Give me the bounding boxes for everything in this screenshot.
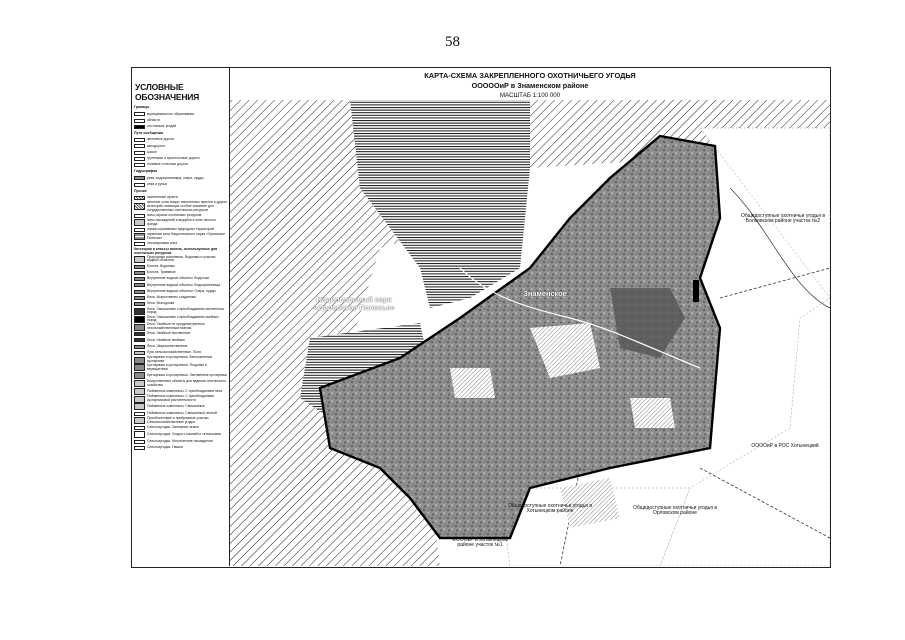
label-settlement: Знаменское (523, 289, 567, 298)
legend-item (134, 395, 227, 402)
legend-list (132, 105, 229, 451)
legend-item (134, 439, 227, 445)
legend-item (134, 112, 227, 118)
label-national-park: Национальный парк «Орловское Полесье» (313, 295, 395, 312)
legend-label: шоссе (147, 149, 157, 154)
enclave-hatched-3 (630, 398, 675, 428)
legend-item (134, 241, 227, 247)
legend-swatch (134, 426, 145, 430)
legend-swatch (134, 138, 145, 142)
map-canvas (230, 68, 830, 566)
label-south-area-1: Общедоступные охотничьи угодья в Хотынецком районе (508, 503, 592, 515)
legend-swatch (134, 125, 145, 129)
legend-label: Леса. Молодняки (147, 301, 175, 306)
legend-label: грунтовые и проселочные дороги (147, 156, 200, 161)
legend-item (134, 150, 227, 156)
legend-swatch (134, 196, 145, 200)
legend-label: зеленые зоны вокруг населенных пунктов и других категорий, имеющих особое значение для государственных охотничьих ресурсов (147, 200, 227, 212)
legend-swatch (134, 302, 145, 306)
legend-label: Искусственные объекты для ведения охотничьего хозяйства (147, 378, 226, 387)
legend-swatch (134, 265, 145, 269)
legend-item (134, 118, 227, 124)
legend-swatch (134, 412, 145, 416)
legend-label: Внутренние водные объекты. Водотоки (147, 276, 210, 281)
legend-label: Внутренние водные объекты. Водохранилища (147, 282, 221, 287)
label-southeast-area: ООООиР в РОС Хотынецкий (751, 443, 819, 449)
legend-label: области (147, 117, 160, 122)
legend-label: муниципального образования (147, 111, 195, 116)
road-line (720, 268, 830, 298)
legend-swatch (134, 219, 145, 226)
label-southwest-area: ФОООиР в Хотынецком районе участок №1 (452, 537, 508, 549)
legend-item (134, 308, 227, 315)
legend-label: Прочие (134, 188, 147, 193)
legend-swatch (134, 277, 145, 281)
legend-swatch (134, 256, 145, 263)
legend-label: охранная зона Национального парка «Орловское Полесье» (147, 232, 226, 240)
map-scale: МАСШТАБ 1:100 000 (499, 92, 561, 99)
legend-label: Пойменные комплексы. Смешанные (147, 404, 205, 409)
legend-swatch (134, 357, 145, 364)
legend-swatch (134, 290, 145, 294)
legend-label: Пути сообщения (134, 131, 163, 136)
legend-label: Кустарники и кустарнички. Вечнозеленые кустарники (147, 355, 213, 364)
legend-swatch (134, 345, 145, 349)
legend-section (134, 189, 227, 195)
legend-item (134, 201, 227, 212)
legend-swatch (134, 324, 145, 331)
legend-item (134, 256, 227, 263)
map-sheet (131, 67, 831, 568)
legend-swatch (134, 417, 145, 424)
legend-item (134, 338, 227, 344)
legend-title: УСЛОВНЫЕ ОБОЗНАЧЕНИЯ (135, 82, 200, 102)
legend-label: Луга сельскохозяйственные. Поля (147, 350, 201, 355)
legend-label: Кустарники и кустарнички. Ягодники и верещатники (147, 363, 207, 371)
legend-label: Пойменные комплексы. Смешанный лесной (147, 411, 217, 416)
page-number: 58 (445, 34, 460, 50)
legend-swatch (134, 176, 145, 180)
legend-swatch (134, 242, 145, 246)
legend-label: Болота. Водоемы (147, 263, 175, 268)
legend-swatch (134, 380, 145, 387)
legend-swatch (134, 332, 145, 336)
legend-label: реки и ручьи (147, 181, 167, 186)
legend-swatch (134, 157, 145, 161)
legend-swatch (134, 214, 145, 218)
legend-label: Леса. Хвойные не предусмотренные лесохозяйственным планом (147, 322, 205, 331)
legend-item (134, 331, 227, 337)
legend-label: Границы (134, 105, 150, 110)
legend-swatch (134, 271, 145, 275)
legend-panel (132, 68, 230, 566)
legend-label: Леса. Смешанные с преобладанием хвойных пород (147, 314, 219, 323)
enclave-hatched-2 (450, 368, 495, 398)
legend-swatch (134, 151, 145, 155)
legend-item (134, 219, 227, 226)
legend-item (134, 270, 227, 276)
legend-label: Внутренние водные объекты. Озера, пруды (147, 288, 216, 293)
legend-item (134, 156, 227, 162)
legend-label: Болота. Травяные (147, 270, 176, 275)
legend-item (134, 162, 227, 168)
legend-item (134, 344, 227, 350)
legend-label: Пойменные комплексы. С преобладанием кустарниковой растительности (147, 394, 214, 403)
legend-item (134, 182, 227, 188)
legend-swatch (134, 308, 145, 315)
legend-section (134, 169, 227, 175)
legend-label: автодороги (147, 143, 165, 148)
legend-label: зоны охраны охотничьих ресурсов (147, 212, 202, 217)
legend-section (134, 131, 227, 137)
legend-label: Сельхозугодья. Залежные земли (147, 425, 199, 430)
legend-swatch (134, 338, 145, 342)
legend-swatch (134, 203, 145, 210)
legend-label: Природные комплексы. Водоемы и участки водных объектов (147, 254, 216, 263)
legend-item (134, 289, 227, 295)
legend-label: железные дороги (147, 137, 175, 142)
legend-item (134, 417, 227, 424)
legend-label: Леса. Хвойные хвойные (147, 337, 185, 342)
legend-label: Сельхозугодья. Пашня (147, 445, 183, 450)
legend-item (134, 380, 227, 387)
legend-item (134, 445, 227, 451)
legend-label: реки, водохранилища, озера, пруды (147, 175, 204, 180)
legend-swatch (134, 446, 145, 450)
legend-label: Леса. Смешанные с преобладанием лиственных пород (147, 306, 225, 315)
legend-item (134, 431, 227, 438)
legend-item (134, 137, 227, 143)
legend-swatch (134, 119, 145, 123)
legend-label: Леса. Искусственно созданные (147, 295, 197, 300)
legend-item (134, 283, 227, 289)
legend-swatch (134, 396, 145, 403)
legend-item (134, 295, 227, 301)
legend-swatch (134, 233, 145, 240)
legend-label: зоны насаждений и вырубки в зоне лесного фонда (147, 218, 216, 226)
map-area (230, 68, 830, 566)
legend-item (134, 323, 227, 330)
legend-label: Леса. Широколиственные (147, 343, 188, 348)
legend-item (134, 176, 227, 182)
legend-label: Сельхозугодья. Многолетние насаждения (147, 439, 213, 444)
legend-label: Категории и классы земель, используемые для охотничьих ресурсов (134, 247, 218, 255)
legend-swatch (134, 388, 145, 395)
legend-swatch (134, 403, 145, 410)
legend-label: линия охраняемых природных территорий (147, 226, 215, 231)
buffer-zone-north (350, 100, 530, 308)
legend-swatch (134, 440, 145, 444)
legend-label: Пойменные комплексы. С преобладанием леса (147, 388, 223, 393)
legend-swatch (134, 183, 145, 187)
legend-swatch (134, 316, 145, 323)
legend-swatch (134, 228, 145, 232)
legend-item (134, 364, 227, 371)
legend-label: населенные пункты (147, 195, 179, 200)
legend-swatch (134, 431, 145, 438)
legend-label: Приобъектовые и прибрежные участки. Сельскохозяйственные угодья (147, 416, 210, 424)
legend-label: лесопарковая зона (147, 241, 178, 246)
map-subtitle: ОООООиР в Знаменском районе (471, 81, 589, 90)
legend-label: Сельхозугодья. Угодья с пашней и сенокосами (147, 432, 221, 437)
legend-label: охотничьих угодий (147, 124, 177, 129)
legend-label: полевые и лесные дороги (147, 162, 188, 167)
legend-label: Гидрография (134, 169, 158, 174)
legend-swatch (134, 112, 145, 116)
legend-item (134, 124, 227, 130)
label-south-area-2: Общедоступные охотничьи угодья в Орловском районе (633, 505, 717, 517)
legend-item (134, 276, 227, 282)
legend-item (134, 233, 227, 240)
legend-swatch (134, 144, 145, 148)
legend-item (134, 425, 227, 431)
settlement-marker (693, 280, 699, 302)
legend-label: Леса. Хвойные лиственные (147, 331, 191, 336)
legend-swatch (134, 163, 145, 167)
legend-item (134, 264, 227, 270)
legend-label: Кустарники и кустарнички. Лиственные кустарники (147, 372, 227, 377)
legend-item (134, 144, 227, 150)
legend-swatch (134, 296, 145, 300)
legend-swatch (134, 283, 145, 287)
map-title: КАРТА-СХЕМА ЗАКРЕПЛЕННОГО ОХОТНИЧЬЕГО УГОДЬЯ (424, 71, 636, 80)
legend-section (134, 105, 227, 111)
legend-swatch (134, 364, 145, 371)
legend-swatch (134, 351, 145, 355)
legend-item (134, 403, 227, 410)
legend-swatch (134, 372, 145, 379)
label-northeast-area: Общедоступные охотничьи угодья в Болховском районе участок №2 (741, 213, 825, 225)
